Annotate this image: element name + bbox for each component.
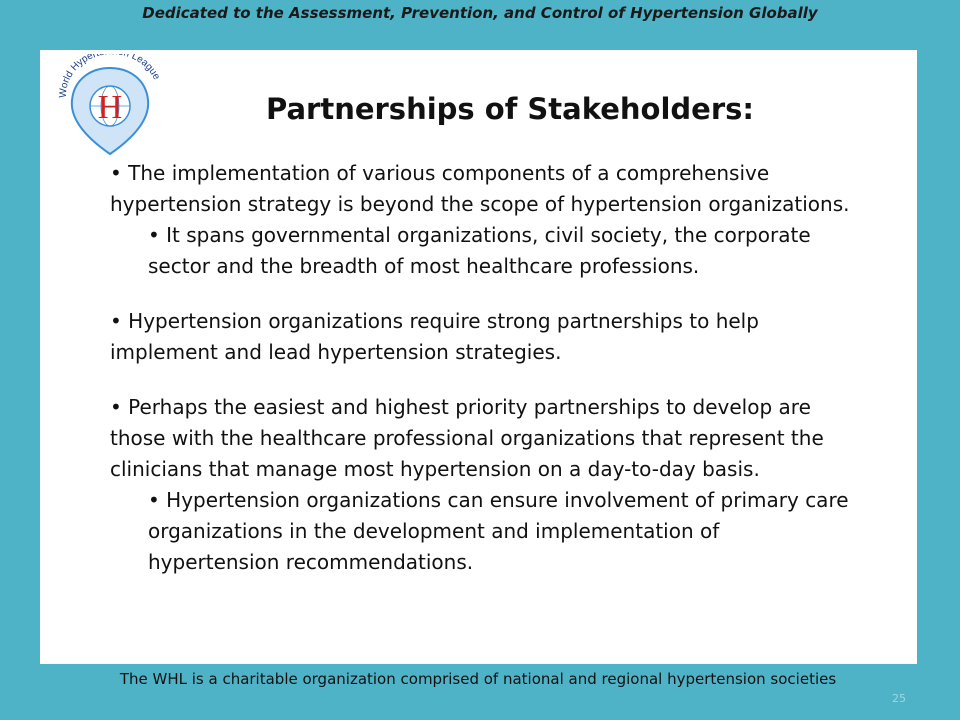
bullet-list — [110, 158, 850, 578]
slide-panel — [40, 50, 917, 664]
bullet-item: • The implementation of various components of a comprehensive hypertension strategy is beyond the scope of hypertension organizations. — [110, 161, 850, 216]
bullet-item: • Hypertension organizations require strong partnerships to help implement and lead hypertension strategies. — [110, 309, 759, 364]
slide-title: Partnerships of Stakeholders: — [265, 92, 754, 126]
footer-note: The WHL is a charitable organization comprised of national and regional hypertension societies — [119, 670, 837, 688]
sub-bullet-item: • It spans governmental organizations, civil society, the corporate sector and the breadth of most healthcare professions. — [148, 223, 811, 278]
world-hypertension-league-logo — [54, 54, 166, 158]
sub-bullet-item: • Hypertension organizations can ensure involvement of primary care organizations in the development and implementation of hypertension recommendations. — [148, 488, 849, 574]
page-number: 25 — [892, 692, 906, 705]
header-tagline: Dedicated to the Assessment, Prevention, and Control of Hypertension Globally — [142, 4, 818, 22]
logo-letter: H — [97, 89, 123, 126]
bullet-item: • Perhaps the easiest and highest priority partnerships to develop are those with the healthcare professional organizations that represent the clinicians that manage most hypertension on a day-to-day basis. — [110, 395, 824, 481]
logo-text: World Hyper League — [57, 54, 162, 99]
